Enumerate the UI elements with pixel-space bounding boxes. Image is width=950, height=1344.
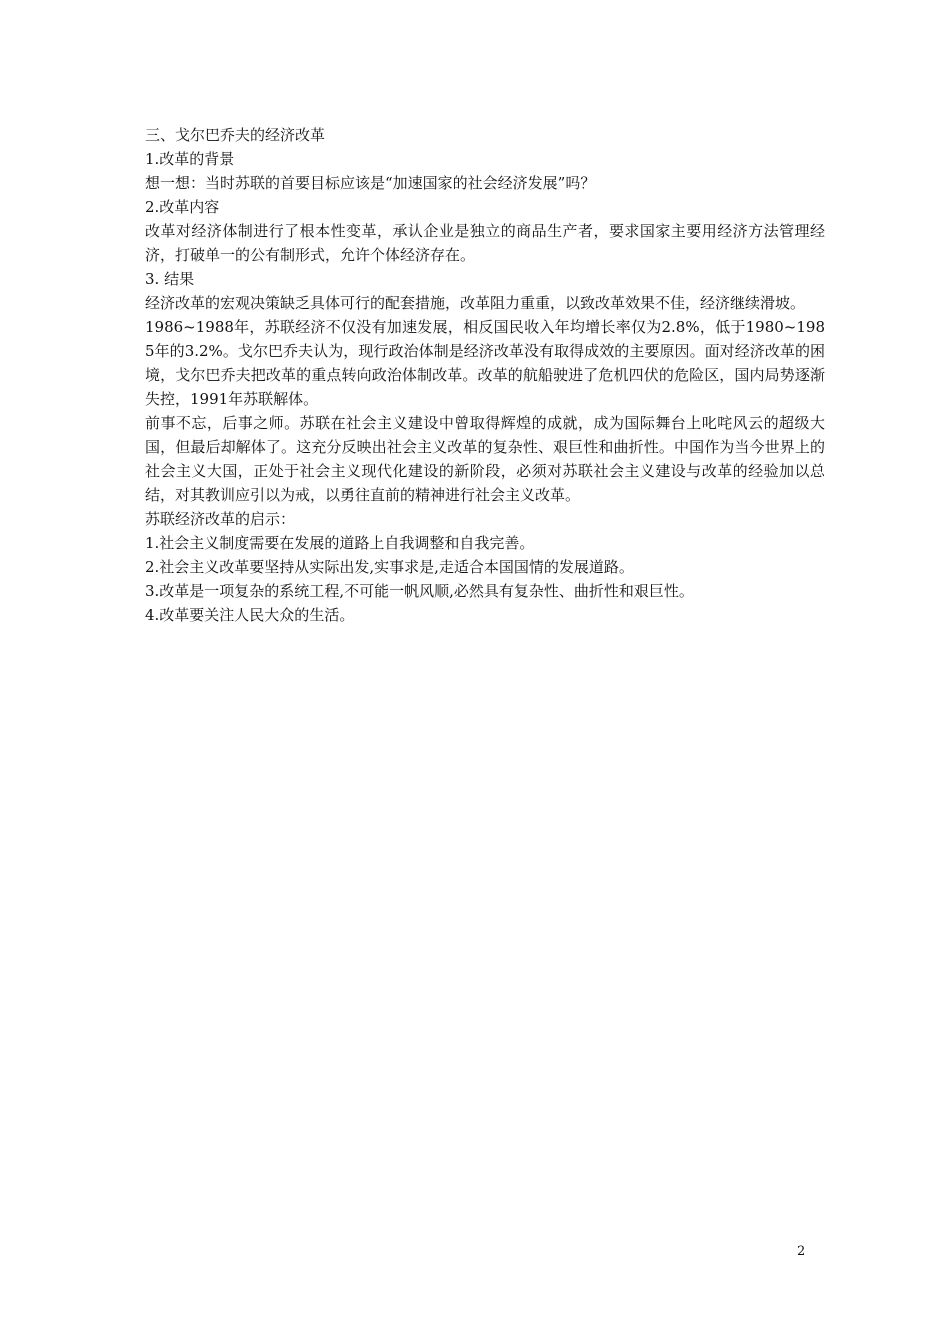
question-paragraph: 想一想：当时苏联的首要目标应该是“加速国家的社会经济发展”吗？ [145, 174, 596, 192]
insights-heading: 苏联经济改革的启示： [145, 510, 296, 528]
result-paragraph: 经济改革的宏观决策缺乏具体可行的配套措施，改革阻力重重，以致改革效果不佳，经济继续滑坡。 [145, 294, 806, 312]
economy-paragraph: 1986~1988年，苏联经济不仅没有加速发展，相反国民收入年均增长率仅为2.8%，低于1980~1985年的3.2%。戈尔巴乔夫认为，现行政治体制是经济改革没有取得成效的主要原因。面对经济改革的困境，戈尔巴乔夫把改革的重点转向政治体制改革。改革的航船驶进了危机四伏的危险区，国内局势逐渐失控，1991年苏联解体。 [145, 318, 825, 408]
subheading-background: 1.改革的背景 [145, 150, 235, 168]
reform-content-paragraph: 改革对经济体制进行了根本性变革，承认企业是独立的商品生产者，要求国家主要用经济方法管理经济，打破单一的公有制形式，允许个体经济存在。 [145, 222, 825, 264]
insight-item-4: 4.改革要关注人民大众的生活。 [145, 606, 355, 624]
subheading-result: 3. 结果 [145, 270, 195, 288]
document-body [145, 123, 825, 627]
insight-item-1: 1.社会主义制度需要在发展的道路上自我调整和自我完善。 [145, 534, 535, 552]
insight-item-2: 2.社会主义改革要坚持从实际出发,实事求是,走适合本国国情的发展道路。 [145, 558, 634, 576]
lesson-paragraph: 前事不忘，后事之师。苏联在社会主义建设中曾取得辉煌的成就，成为国际舞台上叱咤风云的超级大国，但最后却解体了。这充分反映出社会主义改革的复杂性、艰巨性和曲折性。中国作为当今世界上的社会主义大国，正处于社会主义现代化建设的新阶段，必须对苏联社会主义建设与改革的经验加以总结，对其教训应引以为戒，以勇往直前的精神进行社会主义改革。 [145, 414, 825, 504]
page-number: 2 [797, 1244, 806, 1259]
insight-item-3: 3.改革是一项复杂的系统工程,不可能一帆风顺,必然具有复杂性、曲折性和艰巨性。 [145, 582, 694, 600]
subheading-content: 2.改革内容 [145, 198, 220, 216]
section-heading: 三、戈尔巴乔夫的经济改革 [145, 126, 326, 144]
